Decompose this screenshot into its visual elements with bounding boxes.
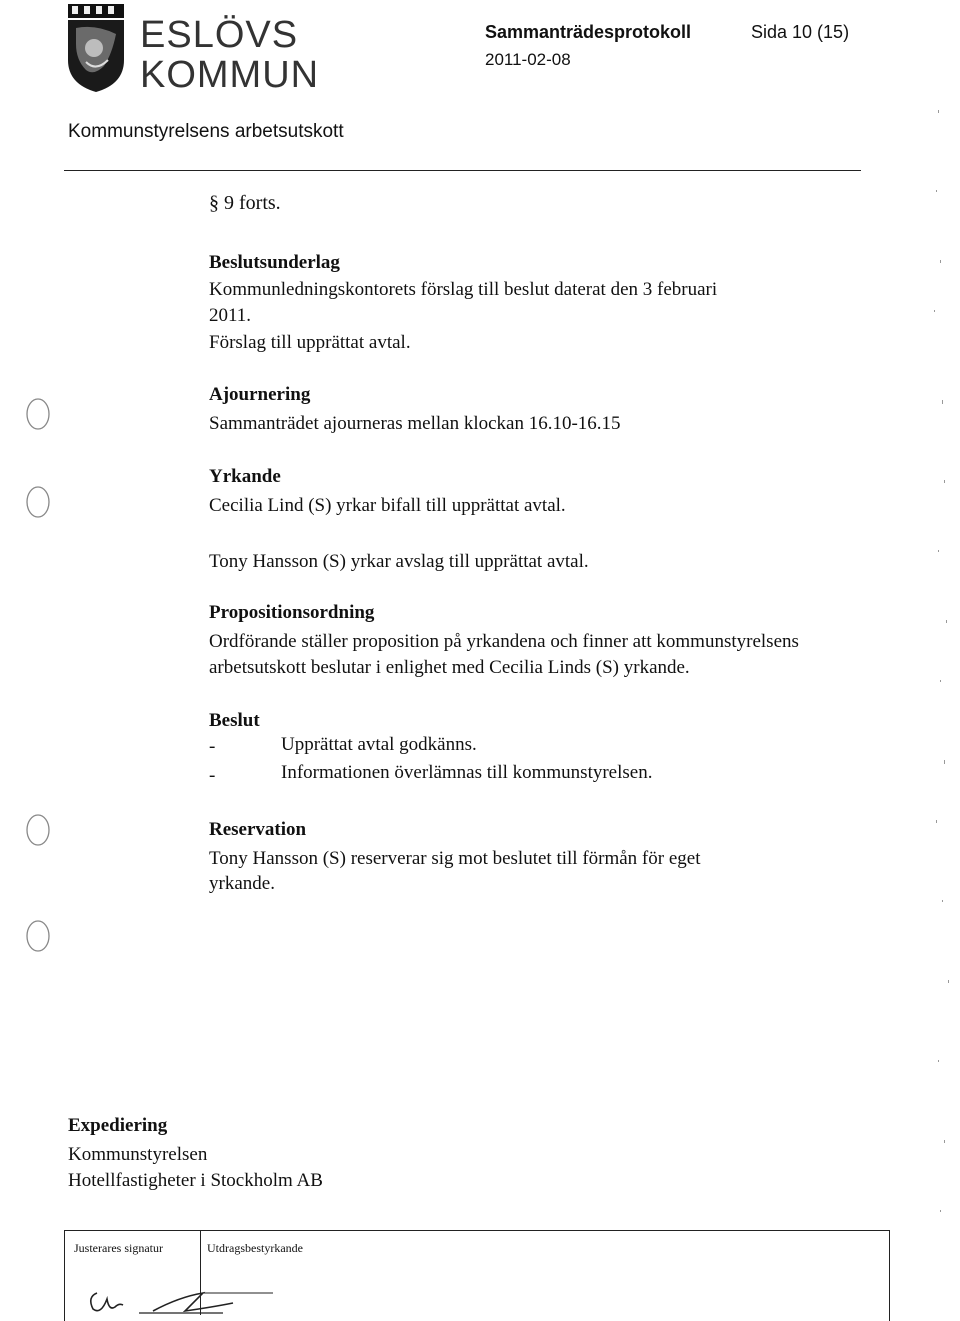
signature-box <box>64 1230 890 1321</box>
binder-hole-icon <box>24 484 52 520</box>
municipality-name-line1: ESLÖVS <box>140 14 299 56</box>
heading-propositionsordning: Propositionsordning <box>209 602 375 623</box>
committee-name: Kommunstyrelsens arbetsutskott <box>68 121 344 142</box>
scan-edge-artifacts <box>924 100 954 1300</box>
heading-beslut: Beslut <box>209 710 260 731</box>
beslut-item: Upprättat avtal godkänns. <box>281 734 477 755</box>
expediering-recipient: Hotellfastigheter i Stockholm AB <box>68 1170 323 1191</box>
yrkande-line: Tony Hansson (S) yrkar avslag till upprättat avtal. <box>209 551 589 572</box>
underlag-line: Kommunledningskontorets förslag till beslut daterat den 3 februari <box>209 279 718 300</box>
heading-yrkande: Yrkande <box>209 466 281 487</box>
yrkande-line: Cecilia Lind (S) yrkar bifall till upprättat avtal. <box>209 495 566 516</box>
binder-hole-icon <box>24 396 52 432</box>
section-reference: § 9 forts. <box>209 192 281 214</box>
page-number: Sida 10 (15) <box>751 22 850 42</box>
meeting-date: 2011-02-08 <box>485 50 571 69</box>
heading-beslutsunderlag: Beslutsunderlag <box>209 252 340 273</box>
signature-scribble <box>83 1259 283 1319</box>
binder-hole-icon <box>24 812 52 848</box>
document-type: Sammanträdesprotokoll <box>485 22 692 42</box>
proposition-line: arbetsutskott beslutar i enlighet med Cecilia Linds (S) yrkande. <box>209 657 690 678</box>
reservation-line: yrkande. <box>209 873 275 894</box>
municipality-name-line2: KOMMUN <box>140 54 320 96</box>
underlag-line: Förslag till upprättat avtal. <box>209 332 411 353</box>
label-utdragsbestyrkande: Utdragsbestyrkande <box>207 1241 303 1255</box>
header-divider <box>64 170 861 171</box>
heading-reservation: Reservation <box>209 819 307 840</box>
municipal-crest-icon <box>64 4 128 94</box>
heading-ajournering: Ajournering <box>209 384 311 405</box>
label-justerares-signatur: Justerares signatur <box>74 1241 163 1255</box>
reservation-line: Tony Hansson (S) reserverar sig mot beslutet till förmån för eget <box>209 848 701 869</box>
heading-expediering: Expediering <box>68 1115 168 1136</box>
list-bullet: - <box>209 736 216 757</box>
ajournering-text: Sammanträdet ajourneras mellan klockan 16.10-16.15 <box>209 413 621 434</box>
underlag-line: 2011. <box>209 305 252 326</box>
list-bullet: - <box>209 765 216 786</box>
beslut-item: Informationen överlämnas till kommunstyrelsen. <box>281 762 653 783</box>
binder-hole-icon <box>24 918 52 954</box>
proposition-line: Ordförande ställer proposition på yrkandena och finner att kommunstyrelsens <box>209 631 799 652</box>
expediering-recipient: Kommunstyrelsen <box>68 1144 208 1165</box>
